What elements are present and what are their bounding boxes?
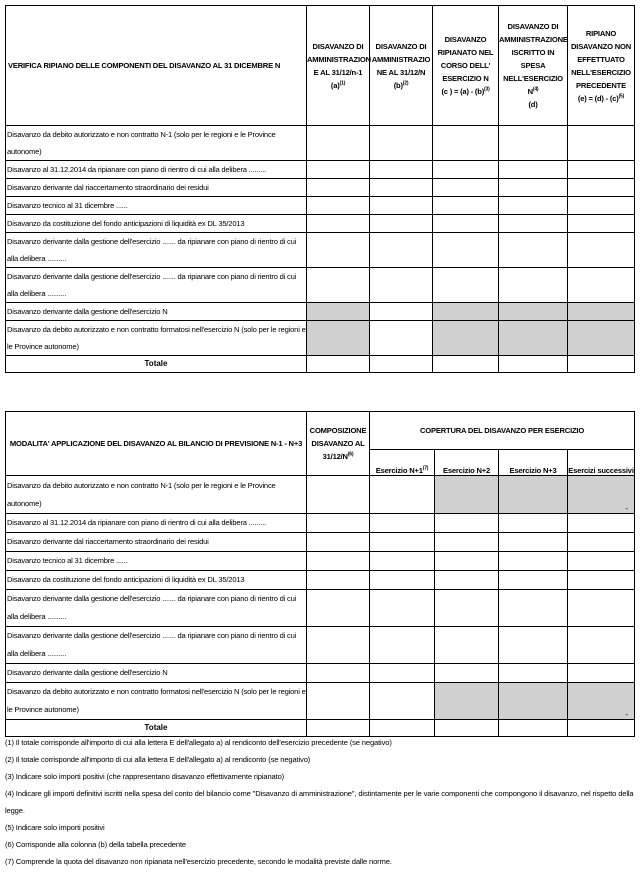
table1-col-c bbox=[433, 6, 499, 126]
cell-a bbox=[307, 233, 370, 268]
total-label: Totale bbox=[6, 720, 307, 737]
col-c-code: (c ) = $(a) - (b)^{(3)}$ bbox=[441, 86, 490, 96]
table-modalita-applicazione bbox=[5, 411, 635, 737]
col-c-line1: DISAVANZO bbox=[444, 35, 487, 44]
comp-line2: DISAVANZO AL bbox=[311, 439, 365, 448]
cell-a bbox=[307, 321, 370, 356]
col-e-code: $(e) = (d) - (c)^{(5)}$ bbox=[577, 92, 625, 103]
total-d bbox=[499, 356, 568, 373]
cell-n1 bbox=[370, 476, 435, 514]
row-label: Disavanzo al 31.12.2014 da ripianare con piano di rientro di cui alla delibera ......... bbox=[6, 514, 307, 533]
cell-a bbox=[307, 197, 370, 215]
cell-e bbox=[568, 233, 635, 268]
cell-n2 bbox=[435, 664, 499, 683]
col-b-line1: DISAVANZO DI bbox=[375, 41, 427, 51]
footnote-5: (5) Indicare solo importi positivi bbox=[5, 823, 105, 832]
cell-n3 bbox=[499, 514, 568, 533]
cell-b bbox=[370, 303, 433, 321]
cell-n1 bbox=[370, 514, 435, 533]
total-b bbox=[370, 356, 433, 373]
row-label: Disavanzo derivante dalla gestione dell'esercizio ....... da ripianare con piano di rientro di cui alla delibera .......... bbox=[6, 268, 307, 303]
footnote-7: (7) Comprende la quota del disavanzo non ripianata nell'esercizio precedente, secondo le modalità previste dalle norme. bbox=[5, 857, 392, 866]
table-row bbox=[6, 476, 635, 514]
cell-c bbox=[433, 179, 499, 197]
col-d-code: (d) bbox=[528, 100, 538, 109]
cell-b bbox=[370, 233, 433, 268]
total-label: Totale bbox=[6, 356, 307, 373]
col-b-line3: NE AL 31/12/N bbox=[376, 67, 426, 77]
table2-header-row bbox=[6, 412, 635, 450]
table1-col-b bbox=[370, 6, 433, 126]
cell-comp bbox=[307, 514, 370, 533]
sub-col-successivi: Esercizi successivi bbox=[568, 450, 635, 476]
row-label: Disavanzo derivante dalla gestione dell'esercizio ....... da ripianare con piano di rientro di cui alla delibera .......... bbox=[6, 233, 307, 268]
cell-e bbox=[568, 303, 635, 321]
cell-e bbox=[568, 215, 635, 233]
table-row bbox=[6, 664, 635, 683]
cell-d bbox=[499, 303, 568, 321]
cell-n2 bbox=[435, 514, 499, 533]
row-label: Disavanzo da debito autorizzato e non contratto formatosi nell'esercizio N (solo per le regioni e le Province autonome) bbox=[6, 683, 307, 720]
cell-b bbox=[370, 215, 433, 233]
cell-d bbox=[499, 179, 568, 197]
row-label: Disavanzo derivante dalla gestione dell'esercizio N bbox=[6, 664, 307, 683]
cell-c bbox=[433, 303, 499, 321]
col-e-line4: NELL'ESERCIZIO bbox=[571, 67, 631, 77]
table-row bbox=[6, 161, 635, 179]
table-row bbox=[6, 627, 635, 664]
cell-a bbox=[307, 303, 370, 321]
cell-e bbox=[568, 126, 635, 161]
col-e-line1: RIPIANO bbox=[585, 28, 617, 38]
col-a-code: $(a)^{(1)}$ bbox=[330, 79, 346, 90]
cell-a bbox=[307, 215, 370, 233]
table-row bbox=[6, 552, 635, 571]
comp-line1: COMPOSIZIONE bbox=[309, 426, 367, 435]
col-b-code: $(b)^{(2)}$ bbox=[393, 79, 409, 90]
cell-d bbox=[499, 268, 568, 303]
footnote-4: (4) Indicare gli importi definitivi iscritti nella spesa del conto del bilancio come "Disavanzo di amministrazione", distintamente per le varie componenti che compongono il disavanzo, nel rispetto della legge. bbox=[5, 789, 634, 815]
cell-b bbox=[370, 197, 433, 215]
footnote-1: (1) Il totale corrisponde all'importo di cui alla lettera E dell'allegato a) al rendiconto dell'esercizio precedente (se negativo) bbox=[5, 738, 392, 747]
cell-n2 bbox=[435, 571, 499, 590]
col-a-line2: AMMINISTRAZION bbox=[307, 54, 371, 64]
cell-n1 bbox=[370, 533, 435, 552]
col-c-line2: RIPIANATO NEL bbox=[437, 48, 494, 57]
total-c bbox=[433, 356, 499, 373]
row-label: Disavanzo da costituzione del fondo anticipazioni di liquidità ex DL 35/2013 bbox=[6, 215, 307, 233]
cell-e bbox=[568, 179, 635, 197]
cell-d bbox=[499, 215, 568, 233]
cell-n3 bbox=[499, 627, 568, 664]
cell-n2 bbox=[435, 476, 499, 514]
cell-e bbox=[568, 197, 635, 215]
cell-a bbox=[307, 126, 370, 161]
cell-c bbox=[433, 161, 499, 179]
cell-e bbox=[568, 268, 635, 303]
table2-title: MODALITA' APPLICAZIONE DEL DISAVANZO AL BILANCIO DI PREVISIONE N-1 - N+3 bbox=[6, 412, 307, 476]
col-a-line3: E AL 31/12/n-1 bbox=[313, 67, 363, 77]
table1-header-row bbox=[6, 6, 635, 126]
cell-d bbox=[499, 321, 568, 356]
cell-c bbox=[433, 197, 499, 215]
cell-n3 bbox=[499, 590, 568, 627]
sub-col-n2: Esercizio N+2 bbox=[435, 450, 499, 476]
col-e-line5: PRECEDENTE bbox=[576, 80, 626, 90]
cell-comp bbox=[307, 571, 370, 590]
row-label: Disavanzo tecnico al 31 dicembre ...... bbox=[6, 197, 307, 215]
cell-comp bbox=[307, 533, 370, 552]
table2-composition-col bbox=[307, 412, 370, 476]
row-label: Disavanzo tecnico al 31 dicembre ...... bbox=[6, 552, 307, 571]
cell-n1 bbox=[370, 552, 435, 571]
cell-n2 bbox=[435, 683, 499, 720]
sub-col-n3: Esercizio N+3 bbox=[499, 450, 568, 476]
row-label: Disavanzo da debito autorizzato e non contratto formatosi nell'esercizio N (solo per le regioni e le Province autonome) bbox=[6, 321, 307, 356]
cell-c bbox=[433, 321, 499, 356]
cell-b bbox=[370, 179, 433, 197]
cell-comp bbox=[307, 552, 370, 571]
cell-n1 bbox=[370, 627, 435, 664]
cell-n1 bbox=[370, 590, 435, 627]
cell-b bbox=[370, 321, 433, 356]
table-row bbox=[6, 268, 635, 303]
cell-successivi: - bbox=[568, 476, 635, 514]
cell-comp bbox=[307, 590, 370, 627]
col-a-line1: DISAVANZO DI bbox=[312, 41, 364, 51]
cell-successivi bbox=[568, 552, 635, 571]
cell-a bbox=[307, 268, 370, 303]
row-label: Disavanzo derivante dalla gestione dell'esercizio ....... da ripianare con piano di rientro di cui alla delibera .......... bbox=[6, 590, 307, 627]
table-row bbox=[6, 197, 635, 215]
table-row bbox=[6, 126, 635, 161]
table-row bbox=[6, 233, 635, 268]
table-row bbox=[6, 514, 635, 533]
col-c-line3: CORSO DELL' bbox=[440, 61, 491, 70]
cell-d bbox=[499, 233, 568, 268]
col-c-line4: ESERCIZIO N bbox=[442, 74, 489, 83]
cell-successivi bbox=[568, 533, 635, 552]
table-verifica-ripiano bbox=[5, 5, 635, 373]
cell-n1 bbox=[370, 571, 435, 590]
total-a bbox=[307, 356, 370, 373]
cell-comp bbox=[307, 476, 370, 514]
comp-line3: $31/12/N^{(6)}$ bbox=[322, 451, 354, 461]
cell-b bbox=[370, 161, 433, 179]
cell-successivi: - bbox=[568, 683, 635, 720]
table-row bbox=[6, 683, 635, 720]
col-e-line3: EFFETTUATO bbox=[577, 54, 625, 64]
sub-col-n1: Esercizio $N+1^{(7)}$ bbox=[370, 450, 435, 476]
row-label: Disavanzo derivante dalla gestione dell'esercizio ....... da ripianare con piano di rientro di cui alla delibera .......... bbox=[6, 627, 307, 664]
footnote-6: (6) Corrisponde alla colonna (b) della tabella precedente bbox=[5, 840, 186, 849]
row-label: Disavanzo derivante dal riaccertamento straordinario dei residui bbox=[6, 533, 307, 552]
footnote-3: (3) Indicare solo importi positivi (che rappresentano disavanzo effettivamente ripianato) bbox=[5, 772, 285, 781]
cell-successivi bbox=[568, 590, 635, 627]
cell-n2 bbox=[435, 590, 499, 627]
row-label: Disavanzo da debito autorizzato e non contratto N-1 (solo per le regioni e le Province autonome) bbox=[6, 126, 307, 161]
row-label: Disavanzo derivante dalla gestione dell'esercizio N bbox=[6, 303, 307, 321]
cell-successivi bbox=[568, 514, 635, 533]
table-row bbox=[6, 571, 635, 590]
table1-col-e bbox=[568, 6, 635, 126]
row-label: Disavanzo da costituzione del fondo anticipazioni di liquidità ex DL 35/2013 bbox=[6, 571, 307, 590]
cell-c bbox=[433, 233, 499, 268]
table-row bbox=[6, 303, 635, 321]
cell-b bbox=[370, 268, 433, 303]
cell-c bbox=[433, 215, 499, 233]
cell-n3 bbox=[499, 476, 568, 514]
cell-n3 bbox=[499, 571, 568, 590]
cell-n3 bbox=[499, 664, 568, 683]
cell-successivi bbox=[568, 627, 635, 664]
cell-d bbox=[499, 197, 568, 215]
col-d-line2: AMMINISTRAZIONE bbox=[499, 35, 568, 44]
cell-e bbox=[568, 321, 635, 356]
cell-n3 bbox=[499, 683, 568, 720]
cell-d bbox=[499, 161, 568, 179]
row-label: Disavanzo al 31.12.2014 da ripianare con piano di rientro di cui alla delibera ......... bbox=[6, 161, 307, 179]
col-e-line2: DISAVANZO NON bbox=[571, 41, 631, 51]
table1-col-d bbox=[499, 6, 568, 126]
row-label: Disavanzo derivante dal riaccertamento straordinario dei residui bbox=[6, 179, 307, 197]
table1-title: VERIFICA RIPIANO DELLE COMPONENTI DEL DISAVANZO AL 31 DICEMBRE N bbox=[6, 6, 307, 126]
total-e bbox=[568, 356, 635, 373]
col-d-line3: ISCRITTO IN SPESA bbox=[511, 48, 555, 70]
table-row bbox=[6, 215, 635, 233]
footnote-2: (2) Il totale corrisponde all'importo di cui alla lettera E dell'allegato a) al rendiconto (se negativo) bbox=[5, 755, 311, 764]
cell-e bbox=[568, 161, 635, 179]
table1-total-row bbox=[6, 356, 635, 373]
coverage-title: COPERTURA DEL DISAVANZO PER ESERCIZIO bbox=[370, 412, 635, 450]
cell-successivi bbox=[568, 664, 635, 683]
col-d-line4: NELL'ESERCIZIO $N^{(4)}$ bbox=[503, 74, 563, 96]
cell-b bbox=[370, 126, 433, 161]
cell-n3 bbox=[499, 552, 568, 571]
footnotes bbox=[5, 734, 637, 870]
cell-d bbox=[499, 126, 568, 161]
cell-a bbox=[307, 161, 370, 179]
table-row bbox=[6, 533, 635, 552]
cell-successivi bbox=[568, 571, 635, 590]
cell-comp bbox=[307, 683, 370, 720]
col-b-line2: AMMINISTRAZIO bbox=[371, 54, 431, 64]
table1-col-a bbox=[307, 6, 370, 126]
table-row bbox=[6, 321, 635, 356]
cell-n3 bbox=[499, 533, 568, 552]
row-label: Disavanzo da debito autorizzato e non contratto N-1 (solo per le regioni e le Province autonome) bbox=[6, 476, 307, 514]
table-row bbox=[6, 179, 635, 197]
cell-n2 bbox=[435, 627, 499, 664]
cell-n1 bbox=[370, 683, 435, 720]
cell-n2 bbox=[435, 552, 499, 571]
cell-n1 bbox=[370, 664, 435, 683]
cell-n2 bbox=[435, 533, 499, 552]
cell-c bbox=[433, 126, 499, 161]
cell-c bbox=[433, 268, 499, 303]
cell-comp bbox=[307, 627, 370, 664]
table-row bbox=[6, 590, 635, 627]
cell-comp bbox=[307, 664, 370, 683]
col-d-line1: DISAVANZO DI bbox=[507, 22, 559, 31]
cell-a bbox=[307, 179, 370, 197]
